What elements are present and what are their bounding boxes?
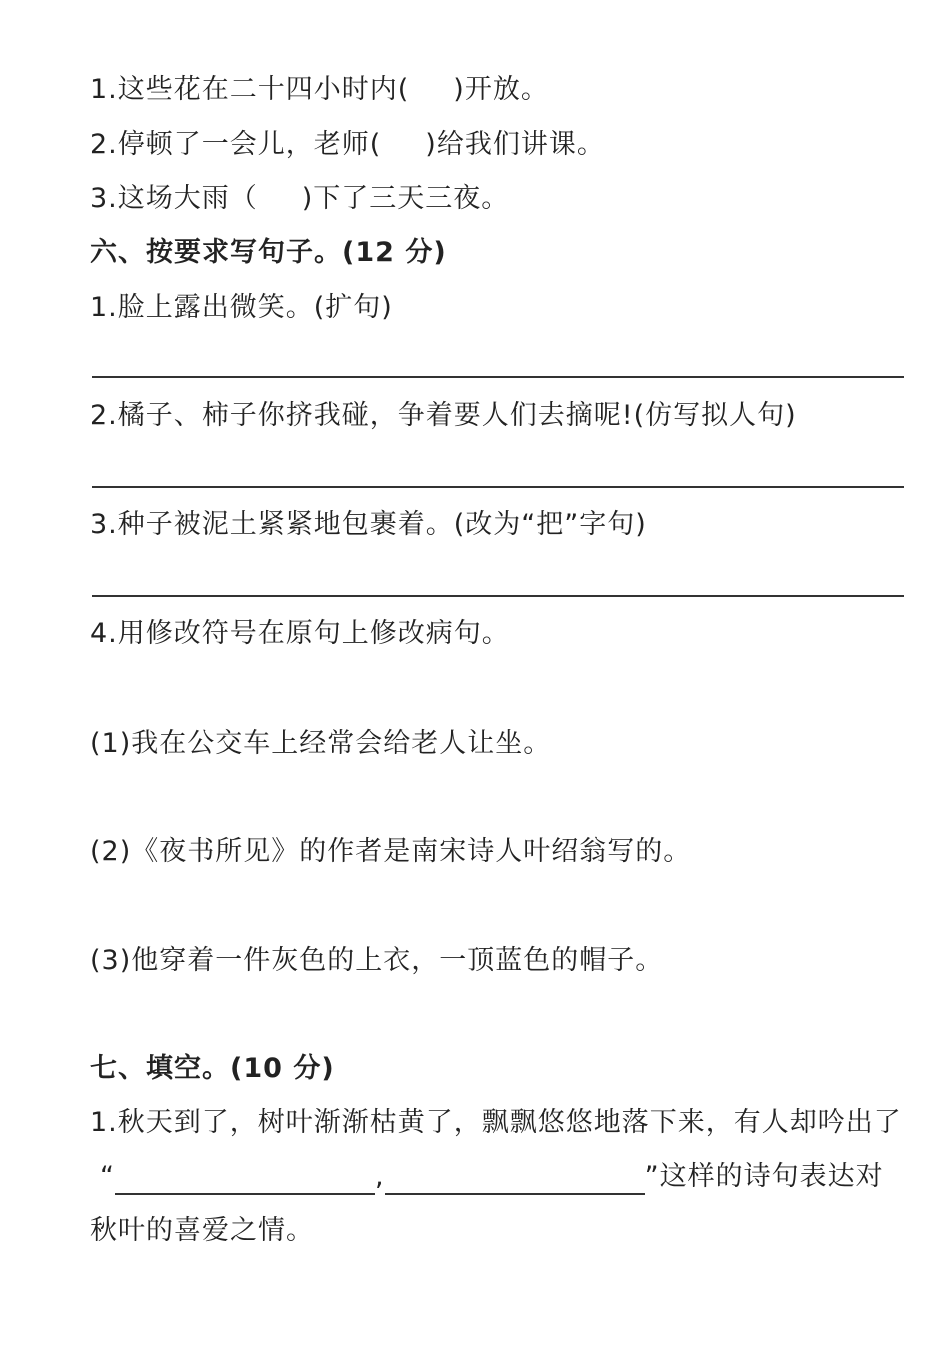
sub-question-1: (1)我在公交车上经常会给老人让坐。: [90, 728, 552, 759]
answer-line[interactable]: [92, 486, 904, 488]
question-7-1-line-3: 秋叶的喜爱之情。: [90, 1215, 314, 1246]
question-6-4: 4.用修改符号在原句上修改病句。: [90, 618, 510, 649]
question-7-1-line-1: 1.秋天到了，树叶渐渐枯黄了，飘飘悠悠地落下来，有人却吟出了: [90, 1107, 902, 1138]
sub-question-2: (2)《夜书所见》的作者是南宋诗人叶绍翁写的。: [90, 836, 692, 867]
question-7-1-line-2: “ , ”这样的诗句表达对: [100, 1159, 884, 1195]
answer-line[interactable]: [92, 376, 904, 378]
sub-question-3: (3)他穿着一件灰色的上衣，一顶蓝色的帽子。: [90, 945, 664, 976]
poem-blank-1[interactable]: [115, 1165, 375, 1195]
answer-line[interactable]: [92, 595, 904, 597]
question-6-1: 1.脸上露出微笑。(扩句): [90, 292, 393, 323]
question-6-2: 2.橘子、柿子你挤我碰，争着要人们去摘呢!(仿写拟人句): [90, 400, 797, 431]
section-heading-7: 七、填空。(10 分): [90, 1053, 335, 1084]
section-heading-6: 六、按要求写句子。(12 分): [90, 237, 447, 268]
question-6-3: 3.种子被泥土紧紧地包裹着。(改为“把”字句): [90, 509, 647, 540]
poem-blank-2[interactable]: [385, 1165, 645, 1195]
fill-paren-item-3: 3.这场大雨（ )下了三天三夜。: [90, 183, 510, 214]
fill-paren-item-2: 2.停顿了一会儿，老师( )给我们讲课。: [90, 129, 605, 160]
fill-paren-item-1: 1.这些花在二十四小时内( )开放。: [90, 74, 549, 105]
